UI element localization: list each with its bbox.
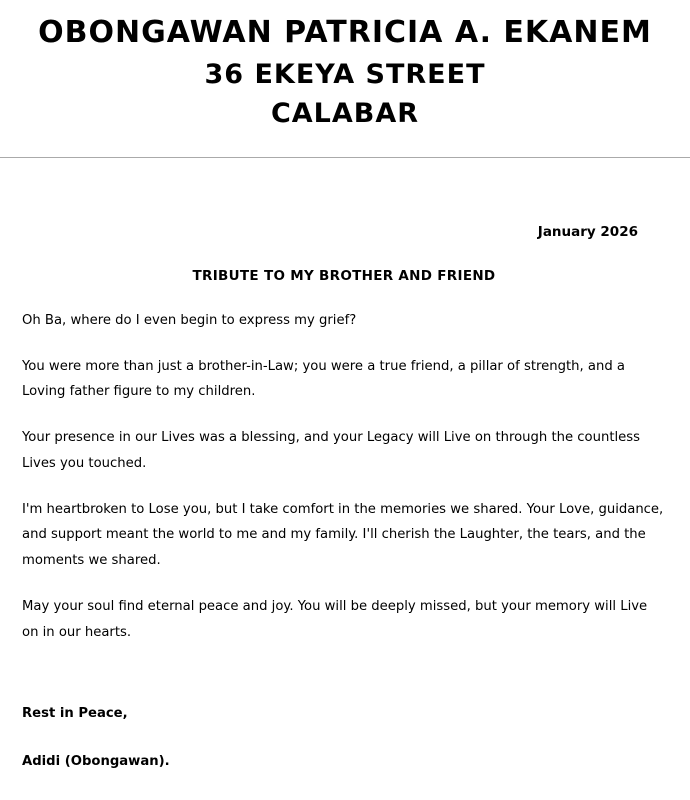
letter-subject: TRIBUTE TO MY BROTHER AND FRIEND [192, 268, 496, 284]
letter-paragraph: You were more than just a brother-in-Law; you were a true friend, a pillar of strength, and a Loving father figure to my children. [22, 358, 625, 400]
letterhead-name: OBONGAWAN PATRICIA A. EKANEM [38, 15, 652, 50]
letter-signature: Adidi (Obongawan). [22, 754, 170, 770]
letterhead-divider [0, 157, 690, 158]
letter-paragraph: I'm heartbroken to Lose you, but I take comfort in the memories we shared. Your Love, guidance, and support meant the world to me and my family. I'll cherish the Laughter, the tears, and the moments we shared. [22, 501, 664, 569]
letter-body [0, 224, 690, 775]
letter-closing: Rest in Peace, [22, 706, 128, 722]
letterhead-street: 36 EKEYA STREET [204, 58, 486, 90]
letter-paragraph: May your soul find eternal peace and joy. You will be deeply missed, but your memory will Live on in our hearts. [22, 598, 648, 640]
letter-paragraph: Your presence in our Lives was a blessing, and your Legacy will Live on through the countless Lives you touched. [22, 430, 641, 471]
letterhead-city: CALABAR [270, 98, 420, 130]
letter-date: January 2026 [537, 224, 638, 240]
letter-paragraph: Oh Ba, where do I even begin to express my grief? [22, 313, 357, 328]
letterhead [0, 0, 690, 131]
letter-closing-block [22, 701, 666, 774]
